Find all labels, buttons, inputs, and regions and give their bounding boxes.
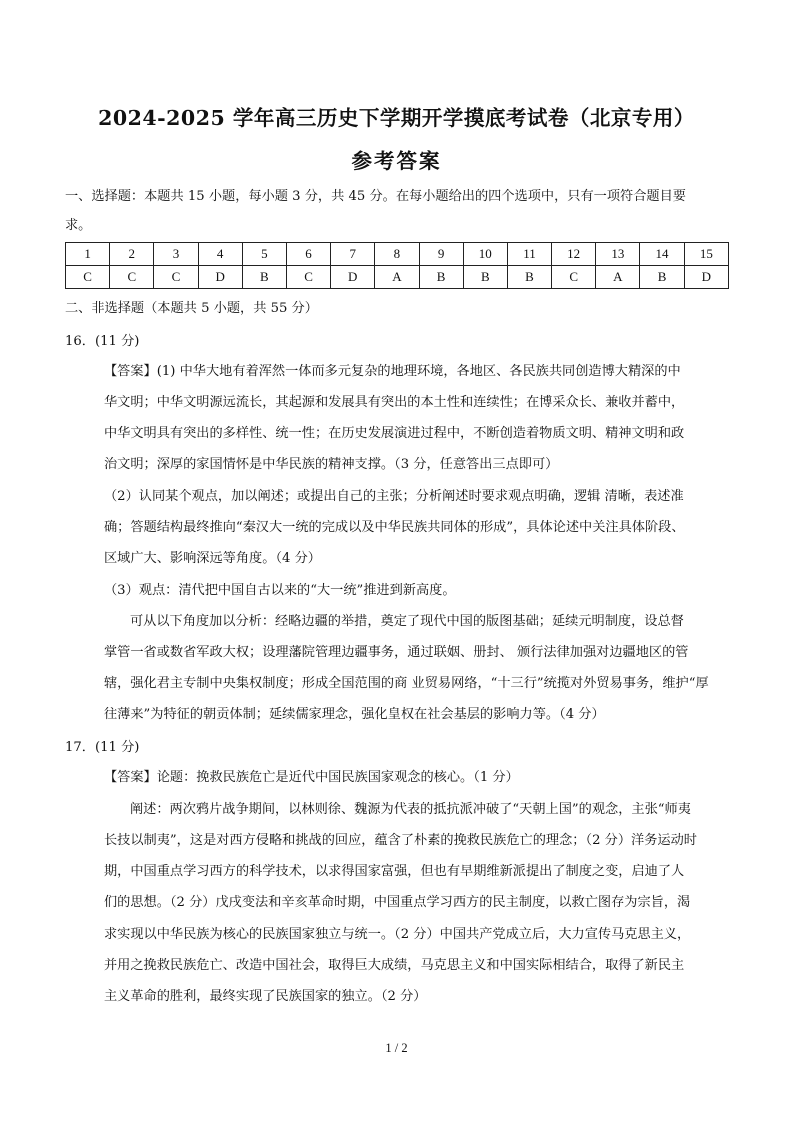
answer-choice: A (596, 266, 640, 289)
section1-intro-cont: 求。 (65, 218, 92, 233)
question-number: 7 (331, 243, 375, 266)
answer-choice: B (507, 266, 551, 289)
answer-choice: D (331, 266, 375, 289)
q16-label: 16．(11 分) (65, 334, 140, 349)
answer-choice: C (66, 266, 110, 289)
question-number: 5 (242, 243, 286, 266)
q17-answer-line: 并用之挽救民族危亡、改造中国社会，取得巨大成绩，马克思主义和中国实际相结合，取得了新民主 (104, 958, 685, 973)
question-number: 6 (286, 243, 330, 266)
page-title: 2024-2025 学年高三历史下学期开学摸底考试卷（北京专用） (98, 106, 695, 130)
question-number: 10 (463, 243, 507, 266)
question-number: 2 (110, 243, 154, 266)
page-subtitle: 参考答案 (351, 149, 442, 173)
answer-choice: C (110, 266, 154, 289)
answer-choice: B (640, 266, 684, 289)
question-number: 12 (552, 243, 596, 266)
answer-table-answer-row (66, 266, 729, 289)
q17-answer-line: 期，中国重点学习西方的科学技术，以求得国家富强，但也有早期维新派提出了制度之变，启迪了人 (104, 864, 685, 879)
question-number: 4 (198, 243, 242, 266)
q16-answer-line: 区域广大、影响深远等角度。（4 分） (104, 551, 321, 566)
q17-answer-line: 求实现以中华民族为核心的民族国家独立与统一。（2 分）中国共产党成立后，大力宣传马克思主义， (104, 927, 691, 942)
answer-choice: C (552, 266, 596, 289)
question-number: 9 (419, 243, 463, 266)
q17-answer-line: 主义革命的胜利，最终实现了民族国家的独立。（2 分） (104, 989, 427, 1004)
answer-choice: D (198, 266, 242, 289)
q16-answer-line: 中华文明具有突出的多样性、统一性；在历史发展演进过程中，不断创造着物质文明、精神文明和政 (104, 426, 685, 441)
q16-answer-line: 华文明；中华文明源远流长，其起源和发展具有突出的本土性和连续性；在博采众长、兼收并蓄中， (104, 395, 685, 410)
q17-answer-line: 长技以制夷”，这是对西方侵略和挑战的回应，蕴含了朴素的挽救民族危亡的理念；（2 分）洋务运动时 (104, 833, 697, 848)
q16-answer-line: 可从以下角度加以分析：经略边疆的举措，奠定了现代中国的版图基础；延续元明制度，设总督 (130, 614, 684, 629)
question-number: 14 (640, 243, 684, 266)
question-number: 8 (375, 243, 419, 266)
q17-answer-line: 【答案】论题：挽救民族危亡是近代中国民族国家观念的核心。（1 分） (104, 770, 519, 785)
answer-choice: C (286, 266, 330, 289)
answer-choice: C (154, 266, 198, 289)
answer-choice: B (463, 266, 507, 289)
q16-answer-line: 【答案】(1) 中华大地有着浑然一体而多元复杂的地理环境，各地区、各民族共同创造博大精深的中 (104, 364, 681, 379)
q16-answer-line: 辖，强化君主专制中央集权制度；形成全国范围的商 业贸易网络，“十三行”统揽对外贸易事务，维护“厚 (104, 676, 709, 691)
question-number: 15 (684, 243, 728, 266)
answer-table-number-row (66, 243, 729, 266)
q17-answer-line: 们的思想。（2 分）戊戌变法和辛亥革命时期，中国重点学习西方的民主制度，以救亡图存为宗旨，渴 (104, 895, 691, 910)
q16-answer-line: 往薄来”为特征的朝贡体制；延续儒家理念，强化皇权在社会基层的影响力等。（4 分） (104, 707, 605, 722)
q17-answer-line: 阐述：两次鸦片战争期间，以林则徐、魏源为代表的抵抗派冲破了“天朝上国”的观念，主张“师夷 (130, 802, 691, 817)
answer-choice: B (242, 266, 286, 289)
question-number: 13 (596, 243, 640, 266)
question-number: 1 (66, 243, 110, 266)
q16-answer-line: 掌管一省或数省军政大权；设理藩院管理边疆事务，通过联姻、册封、 颁行法律加强对边疆地区的管 (104, 645, 689, 660)
q16-answer-line: （2）认同某个观点，加以阐述；或提出自己的主张；分析阐述时要求观点明确，逻辑 清晰，表述准 (104, 489, 684, 504)
page-number: 1 / 2 (385, 1041, 408, 1055)
q16-answer-line: （3）观点：清代把中国自古以来的“大一统”推进到新高度。 (104, 583, 456, 598)
question-number: 11 (507, 243, 551, 266)
q16-answer-line: 确；答题结构最终推向“秦汉大一统的完成以及中华民族共同体的形成”，具体论述中关注具体阶段、 (104, 520, 685, 535)
section2-heading: 二、非选择题（本题共 5 小题，共 55 分） (65, 301, 318, 316)
q17-label: 17．(11 分) (65, 740, 140, 755)
answer-choice: A (375, 266, 419, 289)
question-number: 3 (154, 243, 198, 266)
section1-intro: 一、选择题：本题共 15 小题，每小题 3 分，共 45 分。在每小题给出的四个选项中，只有一项符合题目要 (65, 189, 686, 204)
answer-choice: D (684, 266, 728, 289)
answer-table (65, 242, 729, 289)
q16-answer-line: 治文明；深厚的家国情怀是中华民族的精神支撑。（3 分，任意答出三点即可） (104, 457, 559, 472)
answer-choice: B (419, 266, 463, 289)
